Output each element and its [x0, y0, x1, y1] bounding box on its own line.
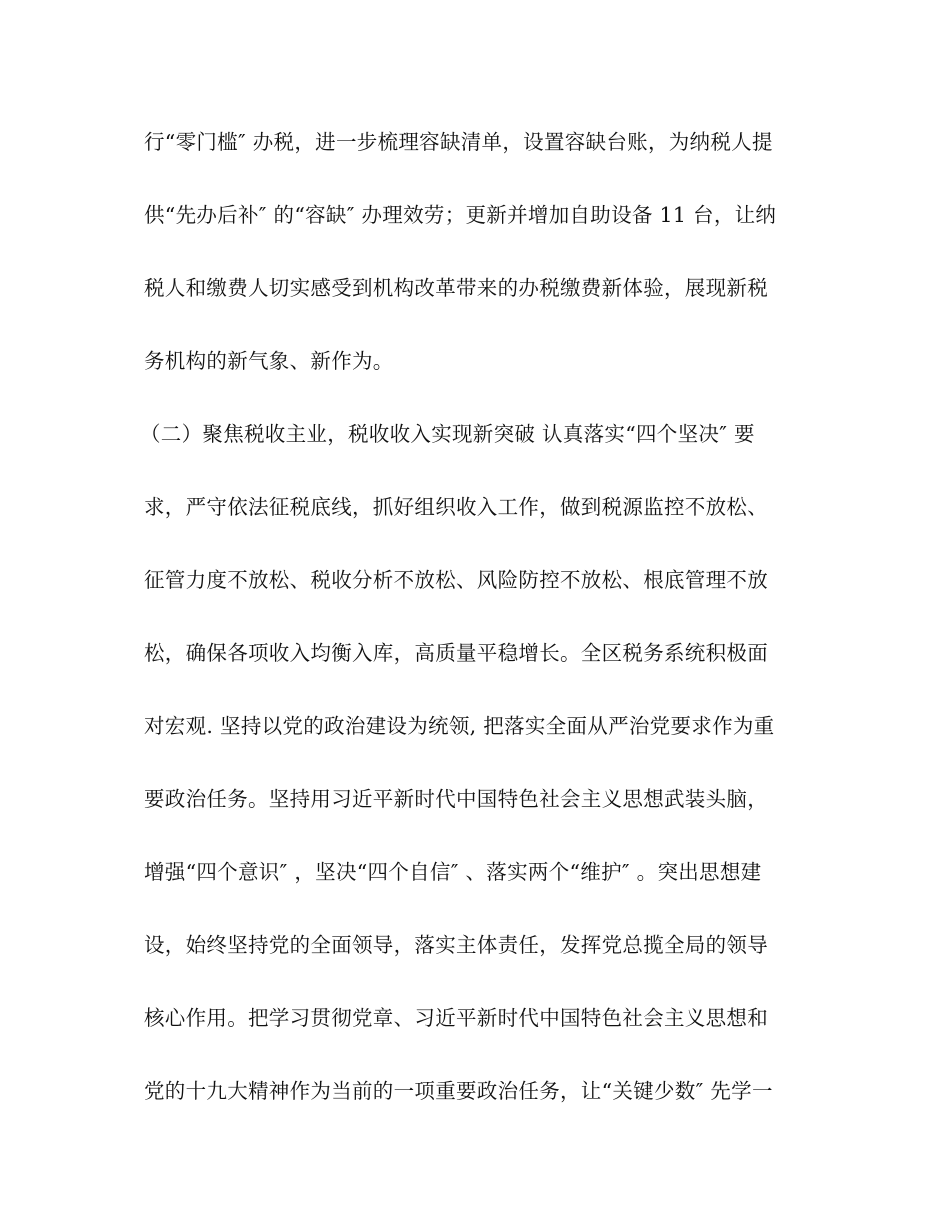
- paragraph-line: 务机构的新气象、新作为。: [144, 349, 394, 373]
- paragraph-line: 供“先办后补″ 的“容缺″ 办理效劳；更新并增加自助设备 11 台，让纳: [144, 203, 777, 227]
- paragraph-line: 设，始终坚持党的全面领导，落实主体责任，发挥党总揽全局的领导: [144, 933, 768, 957]
- paragraph-line: 党的十九大精神作为当前的一项重要政治任务，让“关键少数″ 先学一: [144, 1079, 773, 1103]
- paragraph-line: 行“零门槛″ 办税，进一步梳理容缺清单，设置容缺台账，为纳税人提: [144, 130, 773, 154]
- paragraph-line: 松，确保各项收入均衡入库，高质量平稳增长。全区税务系统积极面: [144, 641, 768, 665]
- paragraph-line: 要政治任务。坚持用习近平新时代中国特色社会主义思想武装头脑，: [144, 787, 768, 811]
- section-heading-line: （二）聚焦税收主业，税收收入实现新突破 认真落实“四个坚决″ 要: [140, 422, 755, 446]
- paragraph-line: 征管力度不放松、税收分析不放松、风险防控不放松、根底管理不放: [144, 568, 768, 592]
- paragraph-line: 对宏观. 坚持以党的政治建设为统领, 把落实全面从严治党要求作为重: [144, 714, 775, 738]
- paragraph-line: 增强“四个意识″ ，坚决“四个自信″ 、落实两个“维护″ 。突出思想建: [144, 860, 762, 884]
- paragraph-line: 求，严守依法征税底线，抓好组织收入工作，做到税源监控不放松、: [144, 495, 768, 519]
- paragraph-line: 税人和缴费人切实感受到机构改革带来的办税缴费新体验，展现新税: [144, 276, 768, 300]
- paragraph-line: 核心作用。把学习贯彻党章、习近平新时代中国特色社会主义思想和: [144, 1006, 768, 1030]
